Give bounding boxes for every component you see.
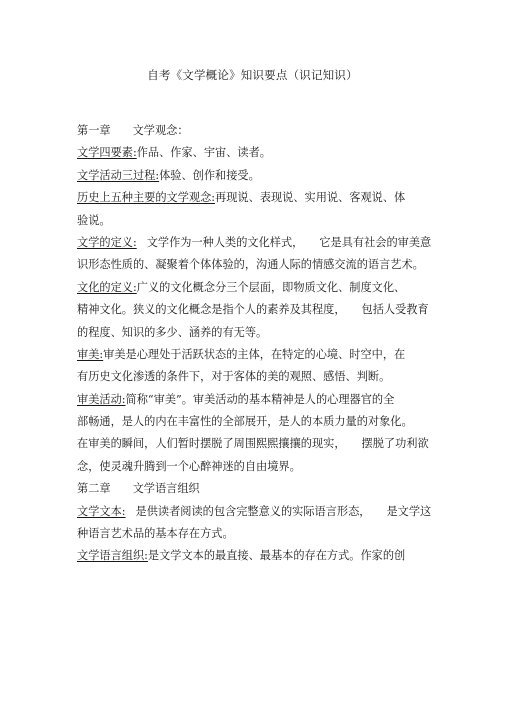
- paragraph-aesthetic-activity-line-1: [77, 389, 437, 411]
- paragraph-literature-definition-line-1: [77, 232, 437, 254]
- paragraph-culture-definition-line-3: [77, 322, 437, 344]
- text-aesthetic-activity-3b: 摆脱了功利欲: [361, 437, 429, 451]
- term-four-elements: 文学四要素:: [77, 146, 137, 160]
- paragraph-five-concepts-line-1: [77, 187, 437, 209]
- text-literary-text-1a: 是供读者阅读的包含完整意义的实际语言形态，: [135, 504, 371, 518]
- chapter-1-name: 文学观念：: [132, 124, 189, 137]
- text-aesthetic-activity-4: 念，使灵魂升腾到一个心醉神迷的自由境界。: [77, 459, 301, 473]
- term-aesthetic-activity: 审美活动:: [77, 392, 126, 406]
- paragraph-aesthetic-activity-line-2: [77, 411, 437, 433]
- paragraph-literary-text-line-1: [77, 501, 437, 523]
- paragraph-culture-definition-line-1: [77, 277, 437, 299]
- chapter-2-heading: [77, 478, 437, 500]
- paragraph-culture-definition-line-2: [77, 299, 437, 321]
- paragraph-three-processes: [77, 165, 437, 187]
- text-culture-definition-1: 广义的文化概念分三个层面，即物质文化、制度文化、: [136, 280, 406, 294]
- term-culture-definition: 文化的定义:: [77, 280, 137, 294]
- term-literature-definition: 文学的定义:: [77, 235, 137, 249]
- paragraph-literature-definition-line-2: [77, 254, 437, 276]
- text-aesthetic-2: 有历史文化渗透的条件下，对于客体的美的观照、感悟、判断。: [77, 370, 391, 384]
- paragraph-aesthetic-activity-line-3: [77, 433, 437, 455]
- text-aesthetic-activity-3a: 在审美的瞬间，人们暂时摆脱了周围熙熙攘攘的现实，: [77, 437, 346, 451]
- paragraph-aesthetic-line-2: [77, 366, 437, 388]
- text-four-elements: 作品、作家、宇宙、读者。: [136, 146, 271, 160]
- text-literary-text-1b: 是文学这: [386, 504, 432, 518]
- text-aesthetic-1: 审美是心理处于活跃状态的主体，在特定的心境、时空中，在: [103, 347, 406, 361]
- text-literature-definition-1b: 它是具有社会的审美意: [319, 235, 432, 249]
- text-culture-definition-2a: 精神文化。狭义的文化概念是指个人的素养及其程度，: [77, 303, 346, 317]
- paragraph-four-elements: [77, 142, 437, 164]
- document-title: 自考《文学概论》知识要点（识记知识）: [147, 68, 358, 82]
- text-aesthetic-activity-2: 部畅通，是人的内在丰富性的全部展开，是人的本质力量的对象化。: [77, 415, 413, 429]
- term-aesthetic: 审美:: [77, 347, 104, 361]
- paragraph-five-concepts-line-2: [77, 210, 437, 232]
- term-language-organization: 文学语言组织:: [77, 549, 148, 563]
- paragraph-literary-text-line-2: [77, 523, 437, 545]
- chapter-1-label: 第一章: [77, 124, 111, 137]
- term-literary-text: 文学文本:: [77, 504, 126, 518]
- term-three-processes: 文学活动三过程:: [77, 168, 160, 182]
- text-literature-definition-2: 识形态性质的、凝聚着个体体验的，沟通人际的情感交流的语言艺术。: [77, 258, 424, 272]
- chapter-1-heading: [77, 120, 437, 142]
- text-five-concepts-1: 再现说、表现说、实用说、客观说、体: [215, 191, 406, 205]
- chapter-2-name: 文学语言组织: [132, 482, 200, 496]
- document-body: [77, 120, 437, 568]
- text-language-organization-1: 是文学文本的最直接、最基本的存在方式。作家的创: [147, 549, 406, 563]
- chapter-2-label: 第二章: [77, 482, 111, 496]
- text-three-processes: 体验、创作和接受。: [159, 168, 260, 182]
- paragraph-aesthetic-activity-line-4: [77, 456, 437, 478]
- text-culture-definition-3: 的程度、知识的多少、涵养的有无等。: [77, 325, 268, 339]
- paragraph-aesthetic-line-1: [77, 344, 437, 366]
- term-five-concepts: 历史上五种主要的文学观念:: [77, 191, 216, 205]
- paragraph-language-organization-line-1: [77, 545, 437, 567]
- text-culture-definition-2b: 包括人受教育: [361, 303, 429, 317]
- text-five-concepts-2: 验说。: [77, 213, 111, 227]
- text-literary-text-2: 种语言艺术品的基本存在方式。: [77, 527, 234, 541]
- text-aesthetic-activity-1: 简称“审美”。审美活动的基本精神是人的心理器官的全: [125, 392, 395, 406]
- text-literature-definition-1a: 文学作为一种人类的文化样式，: [146, 235, 304, 249]
